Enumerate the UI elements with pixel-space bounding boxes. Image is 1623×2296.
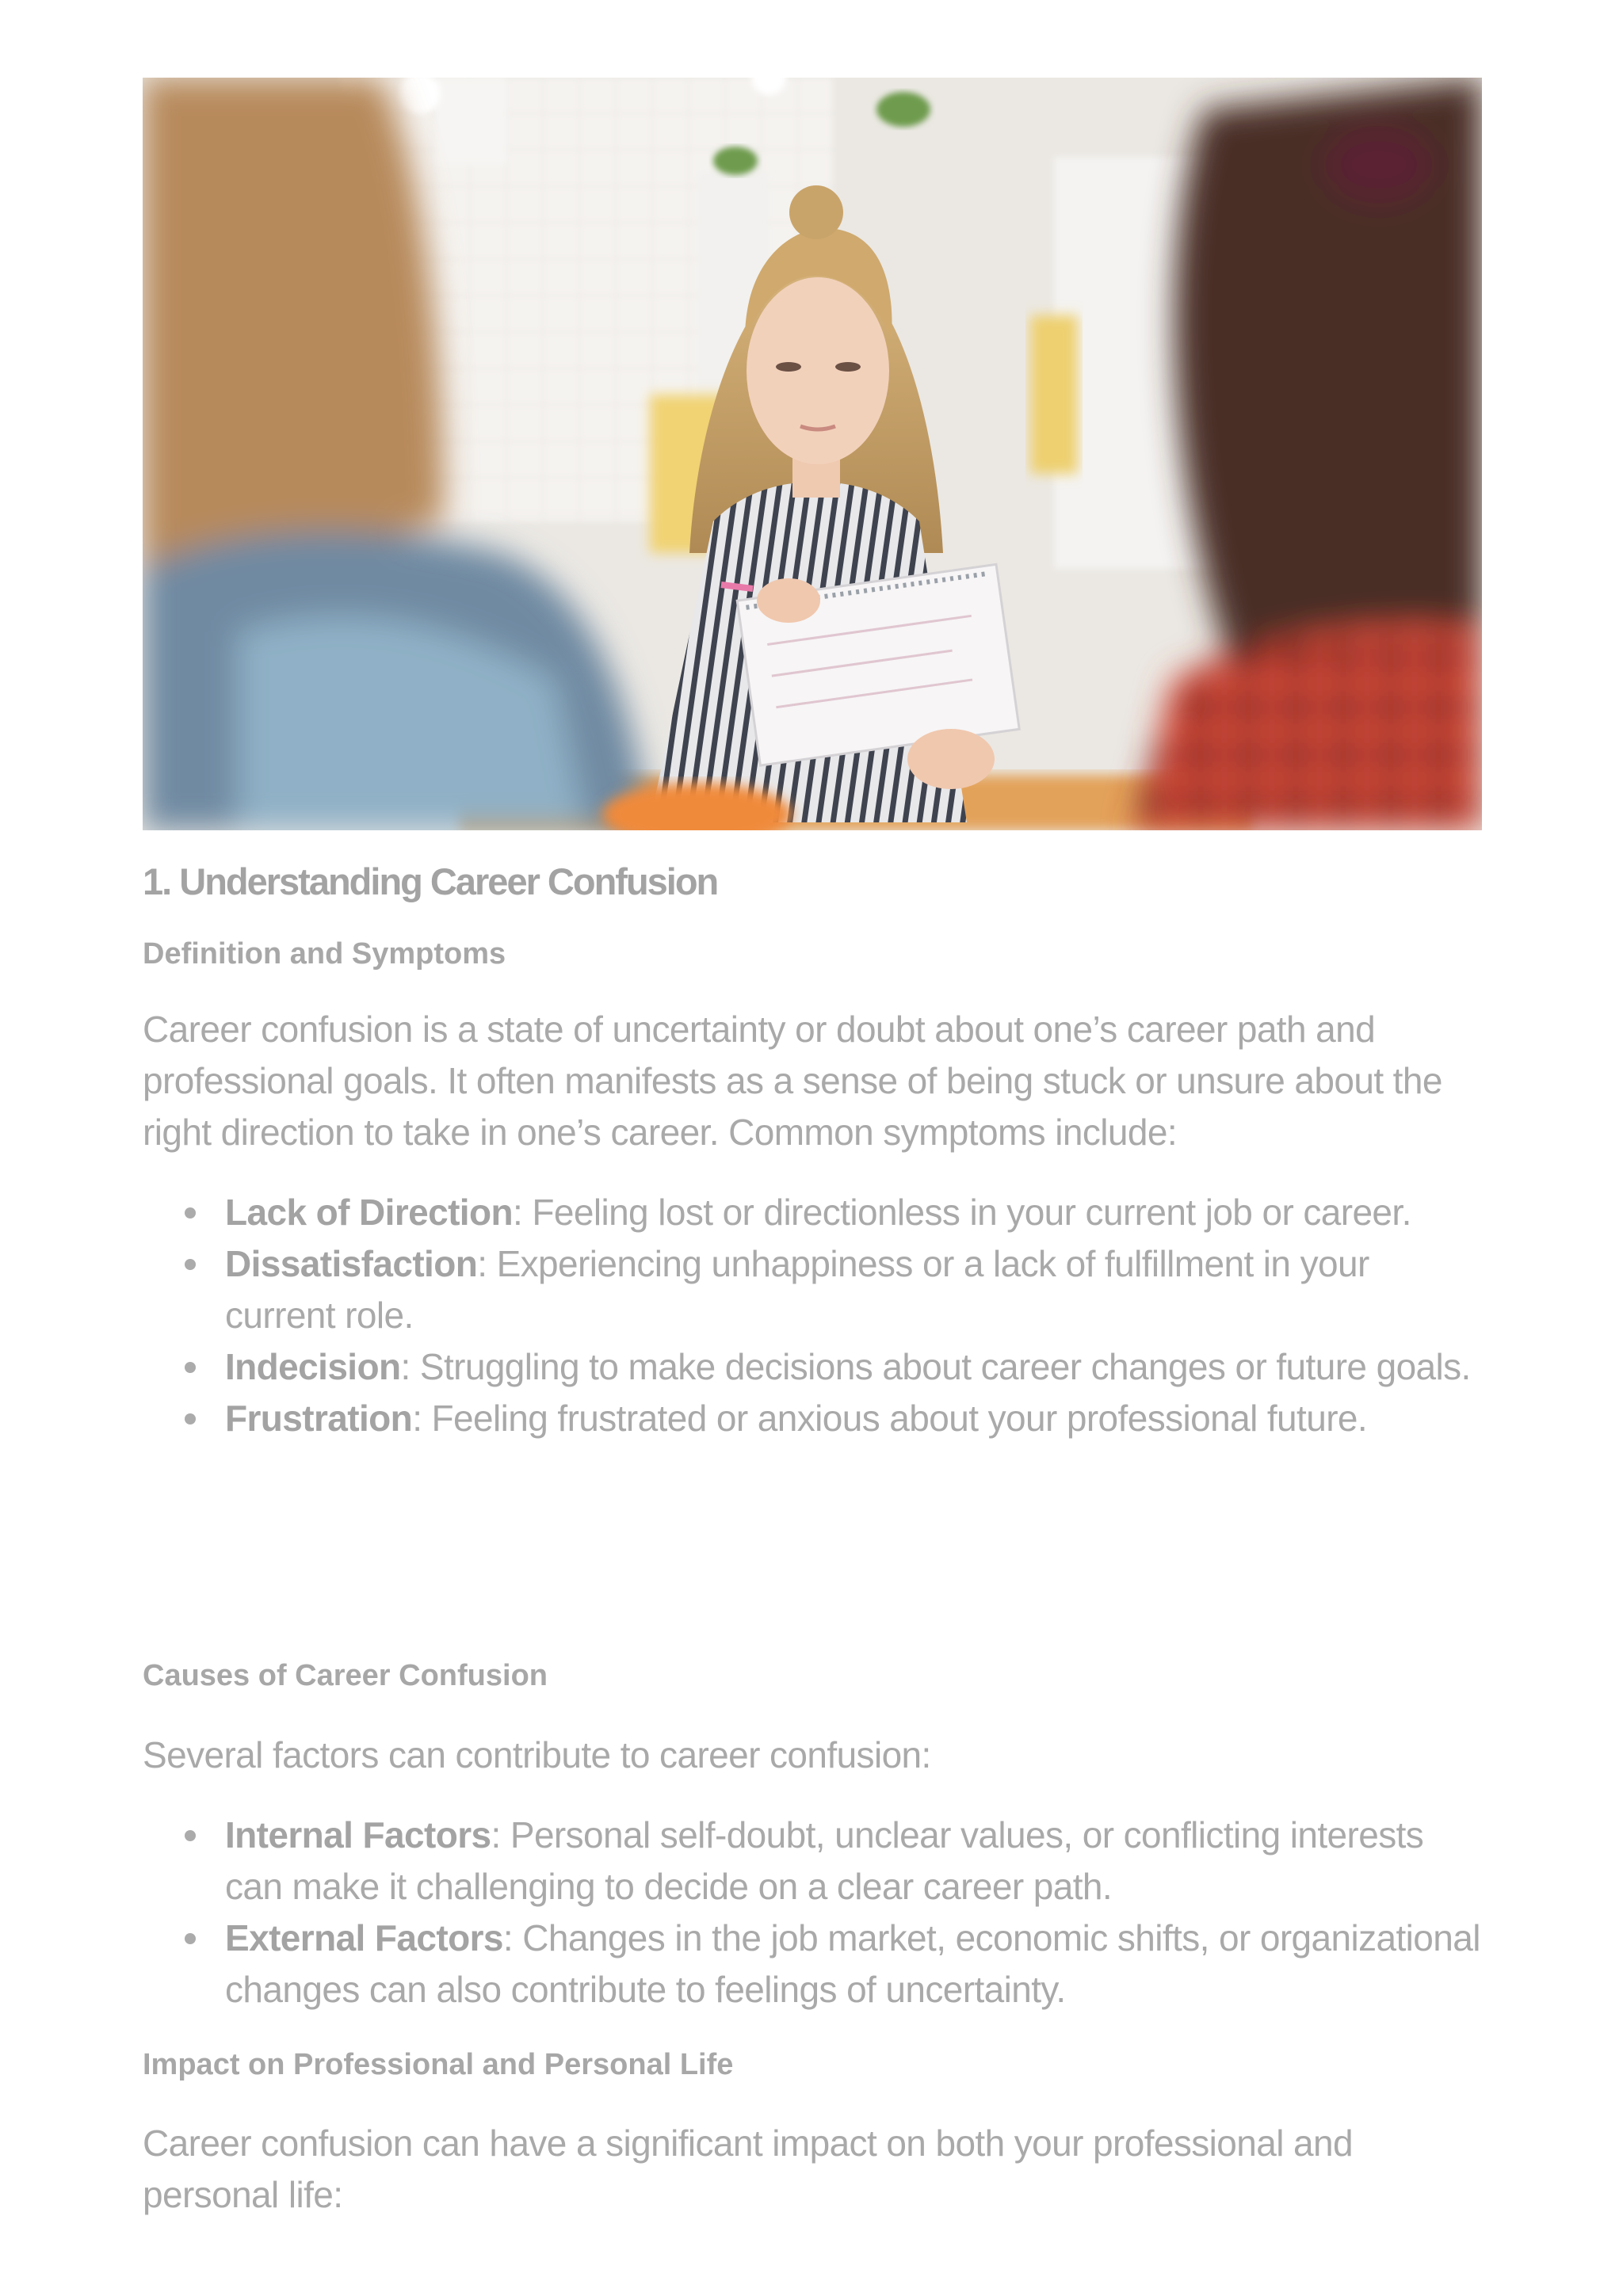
list-item-text: : Feeling frustrated or anxious about your professional future. [412,1398,1368,1439]
bullet-icon [185,1207,196,1219]
bullet-icon [185,1933,196,1944]
subsection-heading-definition: Definition and Symptoms [143,937,506,971]
list-item-text: : Struggling to make decisions about career changes or future goals. [400,1346,1471,1387]
list-item [143,1810,1482,1913]
paragraph-definition: Career confusion is a state of uncertainty or doubt about one’s career path and professional goals. It often manifests as a sense of being stuck or unsure about the right direction to take in one’s career. Common symptoms include: [143,1009,1442,1153]
list-item [143,1187,1482,1238]
list-item-term: Internal Factors [225,1814,491,1855]
bullet-icon [185,1362,196,1373]
subsection-heading-causes: Causes of Career Confusion [143,1659,548,1692]
list-item-term: Dissatisfaction [225,1243,478,1284]
hero-image [143,78,1482,830]
list-item-term: Indecision [225,1346,401,1387]
article [143,78,1482,2215]
subsection-heading-impact: Impact on Professional and Personal Life [143,2048,734,2081]
bullet-icon [185,1830,196,1841]
list-item-text: : Feeling lost or directionless in your current job or career. [513,1192,1411,1233]
list-item [143,1393,1482,1444]
bullet-icon [185,1259,196,1270]
list-item-term: Frustration [225,1398,413,1439]
bullet-icon [185,1413,196,1425]
list-item-text: : Experiencing unhappiness or a lack of fulfillment in your current role. [225,1243,1369,1336]
paragraph-causes: Several factors can contribute to career confusion: [143,1734,931,1775]
list-item-term: External Factors [225,1917,503,1958]
list-item-text: : Personal self-doubt, unclear values, or conflicting interests can make it challenging to decide on a clear career path. [225,1814,1424,1907]
causes-list [143,1810,1482,2016]
list-item [143,1913,1482,2016]
list-item-term: Lack of Direction [225,1192,513,1233]
photo-illustration [143,78,1482,830]
list-item [143,1238,1482,1341]
paragraph-impact: Career confusion can have a significant impact on both your professional and personal life: [143,2122,1354,2215]
symptoms-list [143,1187,1482,1444]
section-title: 1. Understanding Career Confusion [143,860,718,902]
list-item-text: : Changes in the job market, economic shifts, or organizational changes can also contribute to feelings of uncertainty. [225,1917,1480,2010]
list-item [143,1341,1482,1393]
